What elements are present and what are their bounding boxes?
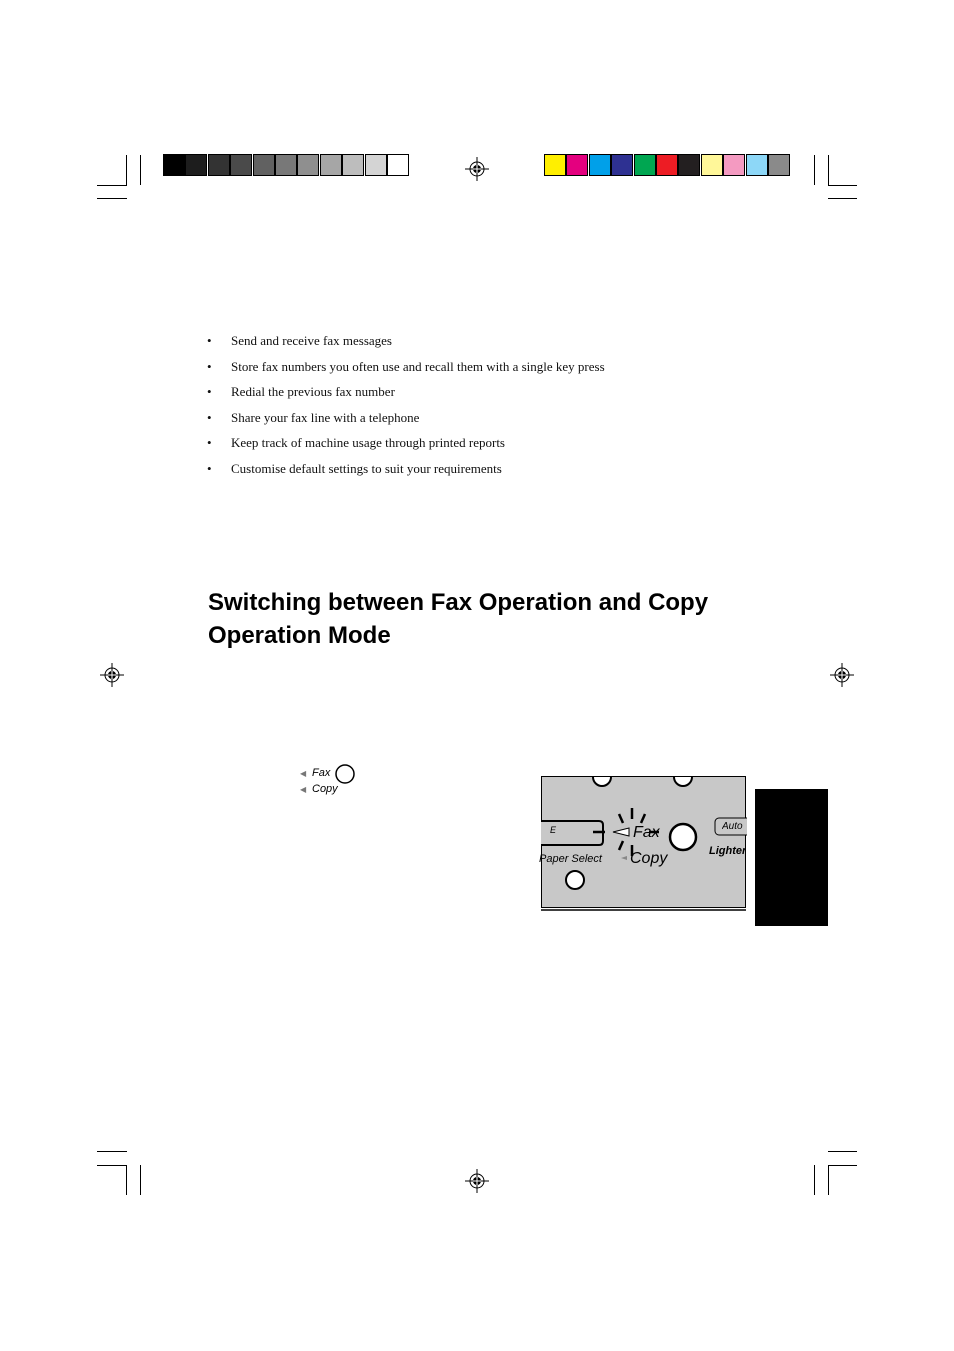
panel-paper-select-label: Paper Select: [539, 853, 602, 865]
copy-label: Copy: [312, 783, 338, 795]
registration-mark-bottom-icon: [465, 1169, 489, 1193]
section-heading: Switching between Fax Operation and Copy Operation Mode: [208, 589, 709, 649]
list-item-text: Store fax numbers you often use and recall them with a single key press: [231, 358, 605, 374]
list-item-text: Send and receive fax messages: [231, 333, 392, 348]
fax-copy-button-icon: [334, 763, 356, 785]
color-swatch: [634, 154, 656, 176]
color-swatch: [185, 154, 207, 176]
registration-mark-right-icon: [830, 663, 854, 687]
registration-mark-top-icon: [465, 157, 489, 181]
panel-left-tab-label: E: [550, 825, 557, 835]
color-swatch: [365, 154, 387, 176]
color-swatch: [768, 154, 790, 176]
list-item: • Keep track of machine usage through printed reports: [207, 433, 605, 459]
color-swatch: [253, 154, 275, 176]
color-swatch: [342, 154, 364, 176]
color-swatch: [275, 154, 297, 176]
list-item-text: Customise default settings to suit your requirements: [231, 460, 502, 476]
color-swatch: [701, 154, 723, 176]
feature-list: [207, 331, 605, 485]
list-item-text: Keep track of machine usage through printed reports: [231, 435, 505, 451]
color-swatch: [387, 154, 409, 176]
list-item: • Redial the previous fax number: [207, 382, 605, 408]
panel-fax-label: Fax: [633, 824, 660, 841]
list-item: • Send and receive fax messages: [207, 331, 605, 357]
color-swatch: [208, 154, 230, 176]
list-item: • Store fax numbers you often use and recall them with a single key press: [207, 357, 605, 383]
color-swatch: [566, 154, 588, 176]
fax-indicator-icon: ◀: [300, 769, 307, 778]
color-swatch: [723, 154, 745, 176]
copy-indicator-icon: ◀: [300, 785, 307, 794]
list-item-text: Share your fax line with a telephone: [231, 409, 420, 425]
fax-label: Fax: [312, 767, 331, 779]
control-panel-illustration: [541, 776, 747, 914]
list-item-text: Redial the previous fax number: [231, 384, 395, 400]
list-item: • Customise default settings to suit your requirements: [207, 459, 605, 485]
color-swatch: [320, 154, 342, 176]
list-item: • Share your fax line with a telephone: [207, 408, 605, 434]
color-swatch: [611, 154, 633, 176]
color-swatch: [230, 154, 252, 176]
color-swatch: [746, 154, 768, 176]
color-swatch: [163, 154, 185, 176]
color-swatch: [297, 154, 319, 176]
panel-lighter-label: Lighter: [709, 845, 746, 857]
color-swatch: [656, 154, 678, 176]
color-swatch: [544, 154, 566, 176]
registration-mark-left-icon: [100, 663, 124, 687]
color-swatch: [678, 154, 700, 176]
section-side-tab: [755, 789, 828, 926]
panel-auto-label: Auto: [722, 821, 743, 832]
panel-copy-label: Copy: [630, 850, 668, 867]
color-swatch: [589, 154, 611, 176]
